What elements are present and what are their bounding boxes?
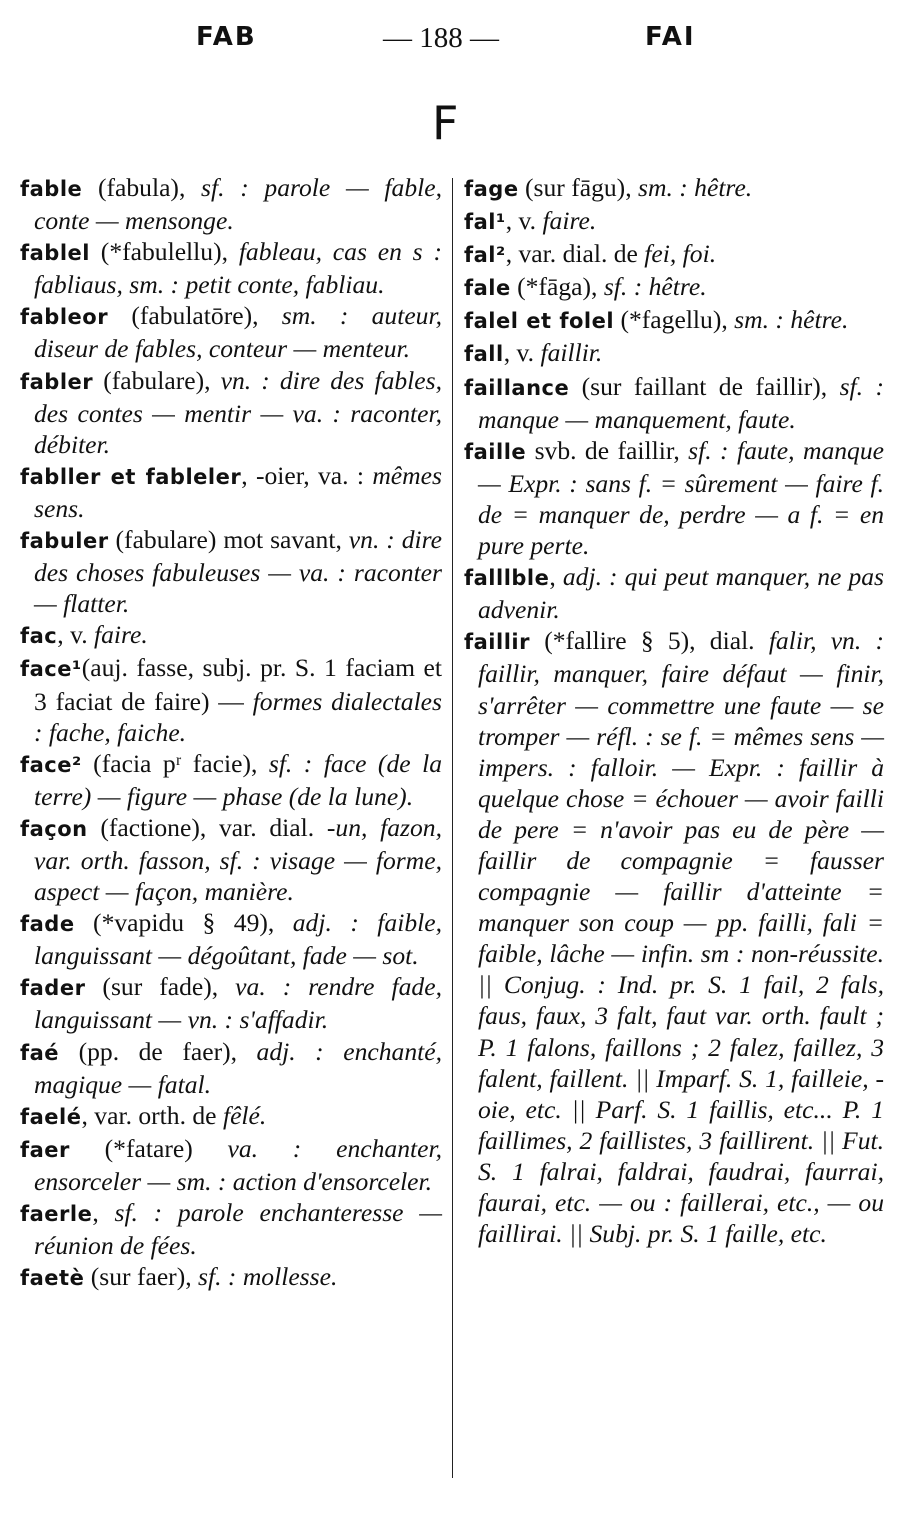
entry-etymology: , xyxy=(92,1198,115,1227)
entry-etymology: , -oier, va. : xyxy=(241,460,373,490)
entry-definition: vn. : dire des choses fabuleuses — va. : raconter — flatter. xyxy=(34,525,442,619)
entry-etymology: (*fallire § 5), dial. xyxy=(529,626,769,656)
entry-etymology: (sur faer), xyxy=(84,1262,199,1292)
entry-headword: falllble xyxy=(464,566,550,591)
entry-headword: fale xyxy=(464,276,511,301)
entry-definition: falir, vn. : faillir, manquer, faire défaut — finir, s'arrêter — commettre une faute — se tromper — réfl. : se f. = mêmes sens — impers. : falloir. — Expr. : faillir à quelque chose = échouer — avoir failli de pere = n'avoir pas eu de père — faillir de compagnie = fausser compagnie — faillir d'atteinte = manquer son coup — pp. failli, fali = faible, lâche — infin. sm : non-réussite. || Conjug. : Ind. pr. S. 1 fail, 2 fals, faus, faux, 3 falt, faut var. orth. fault ; P. 1 falons, faillons ; 2 falez, faillez, 3 falent, faillent. || Imparf. S. 1, failleie, -oie, etc. || Parf. S. 1 faillis, etc... P. 1 faillimes, 2 faillistes, 3 faillirent. || Fut. S. 1 falrai, faldrai, faudrai, faurrai, faurai, etc. — ou : faillerai, etc., — ou faillirai. || Subj. pr. S. 1 faille, etc. xyxy=(478,626,884,1249)
dictionary-entry xyxy=(20,652,442,747)
entry-etymology: (factione), var. dial. xyxy=(87,812,327,842)
entry-definition: vn. : dire des fables, des contes — mentir — va. : raconter, débiter. xyxy=(34,365,442,459)
dictionary-entry xyxy=(20,1036,442,1100)
entry-definition: formes dialectales : fache, faiche. xyxy=(34,686,442,747)
entry-headword: fabler xyxy=(20,369,94,394)
entry-headword: fader xyxy=(20,976,86,1001)
entry-definition: sm. : hêtre. xyxy=(638,173,753,202)
dictionary-entry xyxy=(20,236,442,300)
entry-headword: face² xyxy=(20,752,82,777)
entry-headword: fade xyxy=(20,912,75,937)
entry-definition: mêmes sens. xyxy=(34,460,442,523)
entry-etymology: (auj. fasse, subj. pr. S. 1 faciam et 3 faciat de faire) — xyxy=(34,653,442,716)
dictionary-entry xyxy=(464,337,884,370)
entry-etymology: (*vapidu § 49), xyxy=(74,908,293,938)
dictionary-entry xyxy=(464,271,884,304)
entry-definition: adj. : enchanté, magique — fatal. xyxy=(34,1036,443,1099)
entry-definition: va. : enchanter, ensorceler — sm. : action d'ensorceler. xyxy=(34,1133,442,1196)
page-number: — 188 — xyxy=(383,22,499,54)
dictionary-entry xyxy=(20,812,442,907)
entry-etymology: (*fatare) xyxy=(69,1133,228,1163)
entry-headword: faer xyxy=(20,1137,70,1162)
entry-headword: faé xyxy=(20,1040,60,1065)
dictionary-entry xyxy=(20,172,442,236)
entry-definition: faillir. xyxy=(540,338,603,368)
entry-headword: fac xyxy=(20,624,58,649)
entry-etymology: (fabulatōre), xyxy=(108,301,282,331)
dictionary-entry xyxy=(464,435,884,561)
entry-etymology: , xyxy=(549,562,563,592)
entry-headword: faille xyxy=(464,439,527,464)
entry-definition: fei, foi. xyxy=(644,239,717,269)
entry-definition: sm. : hêtre. xyxy=(734,305,849,335)
entry-etymology: (*fāga), xyxy=(510,272,604,302)
dictionary-entry xyxy=(20,365,442,460)
entry-etymology: svb. de faillir, xyxy=(526,435,689,465)
entry-headword: falel et folel xyxy=(464,309,615,334)
entry-etymology: (*fabulellu), xyxy=(89,237,239,267)
entry-etymology: (fabulare), xyxy=(93,365,221,395)
entry-etymology: (fabulare) mot savant, xyxy=(108,525,349,555)
column-divider xyxy=(452,178,453,1478)
page-header xyxy=(0,22,916,62)
dictionary-entry xyxy=(20,971,442,1035)
dictionary-entry xyxy=(20,1133,442,1197)
entry-definition: sm. : auteur, diseur de fables, conteur — menteur. xyxy=(34,301,443,364)
dictionary-entry xyxy=(20,300,442,364)
entry-headword: fable xyxy=(20,177,83,201)
dictionary-entry xyxy=(464,371,884,435)
entry-definition: adj. : faible, languissant — dégoûtant, fade — sot. xyxy=(34,908,442,971)
entry-etymology: (sur fāgu), xyxy=(518,173,638,202)
entry-etymology: , v. xyxy=(57,620,94,650)
dictionary-entry xyxy=(464,561,884,625)
entry-definition: faire. xyxy=(94,620,148,650)
entry-definition: fableau, cas en s : fabliaus, sm. : petit conte, fabliau. xyxy=(34,237,442,300)
entry-etymology: , v. xyxy=(505,206,543,236)
dictionary-entry xyxy=(464,238,884,271)
entry-etymology: , var. dial. de xyxy=(505,239,645,269)
entry-headword: fal¹ xyxy=(464,210,506,235)
entry-headword: fabuler xyxy=(20,529,109,554)
entry-headword: fableor xyxy=(20,305,109,330)
dictionary-entry xyxy=(20,524,442,619)
left-column xyxy=(20,172,442,1294)
entry-headword: fall xyxy=(464,342,504,367)
entry-etymology: (sur faillant de faillir), xyxy=(569,371,840,401)
entry-definition: sf. : manque — manquement, faute. xyxy=(478,371,884,434)
dictionary-entry xyxy=(464,304,884,337)
entry-headword: fablel xyxy=(20,241,90,266)
section-letter: F xyxy=(432,96,459,150)
entry-etymology: , v. xyxy=(503,338,541,368)
entry-headword: faillance xyxy=(464,375,570,400)
entry-headword: faerle xyxy=(20,1202,93,1226)
entry-definition: sf. : faute, manque — Expr. : sans f. = sûrement — faire f. de = manquer de, perdre — a f. = en pure perte. xyxy=(478,435,884,561)
entry-etymology: , var. orth. de xyxy=(81,1100,223,1130)
dictionary-entry xyxy=(464,205,884,238)
entry-headword: fal² xyxy=(464,243,506,268)
entry-definition: faire. xyxy=(542,206,597,236)
entry-etymology: (fabula), xyxy=(82,173,202,202)
entry-headword: fage xyxy=(464,177,519,201)
entry-etymology: (*fagellu), xyxy=(614,305,735,335)
entry-definition: sf. : parole enchanteresse — réunion de fées. xyxy=(34,1198,443,1261)
dictionary-entry xyxy=(464,172,884,205)
entry-definition: sf. : hêtre. xyxy=(603,272,707,302)
entry-definition: sf. : parole — fable, conte — mensonge. xyxy=(34,173,442,236)
entry-headword: face¹ xyxy=(20,657,82,682)
entry-headword: faillir xyxy=(464,630,530,655)
entry-headword: façon xyxy=(20,816,88,841)
entry-headword: faetè xyxy=(20,1266,85,1291)
right-column xyxy=(464,172,884,1249)
entry-etymology: (facia pʳ facie), xyxy=(81,748,269,778)
dictionary-entry xyxy=(20,907,442,971)
dictionary-entry xyxy=(464,625,884,1249)
entry-etymology: (sur fade), xyxy=(85,972,236,1002)
entry-headword: faelé xyxy=(20,1104,82,1129)
dictionary-entry xyxy=(20,748,442,812)
dictionary-entry xyxy=(20,460,442,524)
running-head-left: FAB xyxy=(196,22,257,52)
entry-definition: -un, fazon, var. orth. fasson, sf. : visage — forme, aspect — façon, manière. xyxy=(34,812,442,907)
entry-definition: sf. : mollesse. xyxy=(198,1262,338,1292)
dictionary-entry xyxy=(20,1100,442,1133)
entry-definition: adj. : qui peut manquer, ne pas advenir. xyxy=(478,562,885,625)
entry-definition: sf. : face (de la terre) — figure — phase (de la lune). xyxy=(34,748,442,811)
entry-headword: fabller et fableler xyxy=(20,464,242,489)
entry-definition: fêlé. xyxy=(222,1100,267,1130)
dictionary-entry xyxy=(20,1261,442,1294)
running-head-right: FAI xyxy=(645,22,696,52)
entry-etymology: (pp. de faer), xyxy=(59,1036,257,1066)
dictionary-entry xyxy=(20,619,442,652)
entry-definition: va. : rendre fade, languissant — vn. : s'affadir. xyxy=(34,972,442,1035)
dictionary-entry xyxy=(20,1197,442,1261)
